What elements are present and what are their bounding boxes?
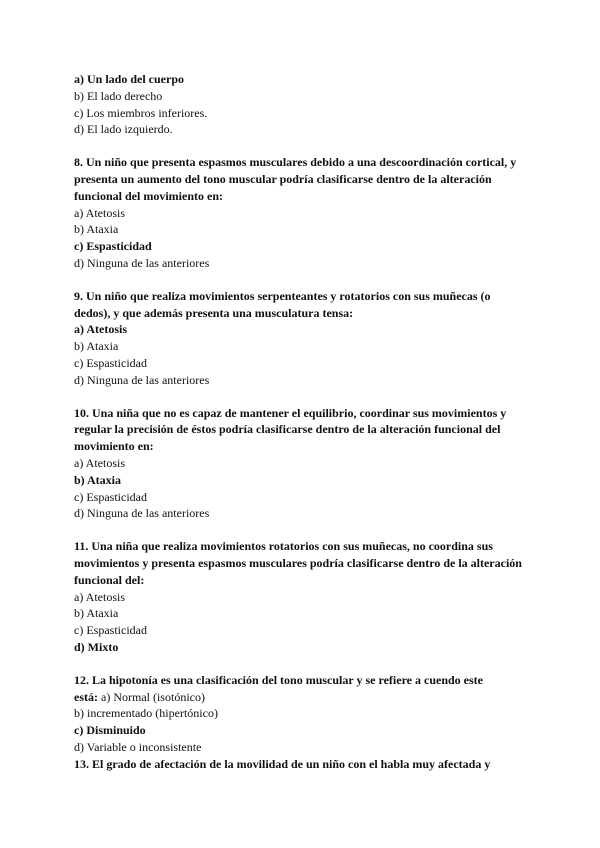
question-8-text-line: funcional del movimiento en: (74, 188, 223, 203)
question-11-text-line: funcional del: (74, 572, 145, 587)
option-d: d) Variable o inconsistente (74, 739, 202, 754)
question-11-text-line: movimientos y presenta espasmos musculares podría clasificarse dentro de la alteración (74, 555, 522, 570)
question-9 (74, 288, 544, 389)
option-c-correct: c) Disminuido (74, 723, 146, 738)
option-c: c) Espasticidad (74, 623, 147, 638)
option-a: a) Atetosis (74, 455, 125, 470)
question-10-text-line: movimiento en: (74, 439, 154, 454)
option-d: d) Ninguna de las anteriores (74, 372, 210, 387)
question-13 (74, 756, 544, 773)
question-8 (74, 154, 544, 272)
option-a-correct: a) Un lado del cuerpo (74, 72, 185, 86)
question-12-text-line: 12. La hipotonía es una clasificación del tono muscular y se refiere a cuendo este (74, 672, 483, 687)
question-11 (74, 538, 544, 656)
preamble-options (74, 71, 544, 138)
question-10-text-line: regular la precisión de éstos podría clasificarse dentro de la alteración funcional del (74, 422, 501, 437)
question-8-text-line: presenta un aumento del tono muscular podría clasificarse dentro de la alteración (74, 171, 492, 186)
option-b-correct: b) Ataxia (74, 472, 122, 487)
option-c: c) Los miembros inferiores. (74, 105, 208, 120)
option-b: b) incrementado (hipertónico) (74, 706, 218, 721)
option-c-correct: c) Espasticidad (74, 239, 152, 254)
option-b: b) El lado derecho (74, 88, 163, 103)
question-8-text-line: 8. Un niño que presenta espasmos musculares debido a una descoordinación cortical, y (74, 155, 517, 170)
document-content (74, 71, 544, 772)
option-b: b) Ataxia (74, 339, 119, 354)
option-a-correct: a) Atetosis (74, 322, 127, 337)
option-d: d) Ninguna de las anteriores (74, 255, 210, 270)
option-b: b) Ataxia (74, 606, 119, 621)
option-a: a) Atetosis (74, 589, 125, 604)
question-13-text-line: 13. El grado de afectación de la movilidad de un niño con el habla muy afectada y (74, 756, 491, 771)
question-9-text-line: 9. Un niño que realiza movimientos serpenteantes y rotatorios con sus muñecas (o (74, 288, 491, 303)
question-10-text-line: 10. Una niña que no es capaz de mantener el equilibrio, coordinar sus movimientos y (74, 405, 507, 420)
question-9-text-line: dedos), y que además presenta una musculatura tensa: (74, 305, 354, 320)
option-a: a) Normal (isotónico) (101, 689, 205, 704)
question-12-text-line-with-option (74, 689, 544, 706)
option-d-correct: d) Mixto (74, 639, 119, 654)
option-b: b) Ataxia (74, 222, 119, 237)
question-12-text-end: está: (74, 689, 98, 704)
question-10 (74, 405, 544, 523)
option-c: c) Espasticidad (74, 489, 147, 504)
question-11-text-line: 11. Una niña que realiza movimientos rotatorios con sus muñecas, no coordina sus (74, 539, 493, 554)
option-c: c) Espasticidad (74, 355, 147, 370)
option-d: d) Ninguna de las anteriores (74, 506, 210, 521)
option-a: a) Atetosis (74, 205, 125, 220)
option-d: d) El lado izquierdo. (74, 122, 173, 137)
question-12 (74, 672, 544, 756)
